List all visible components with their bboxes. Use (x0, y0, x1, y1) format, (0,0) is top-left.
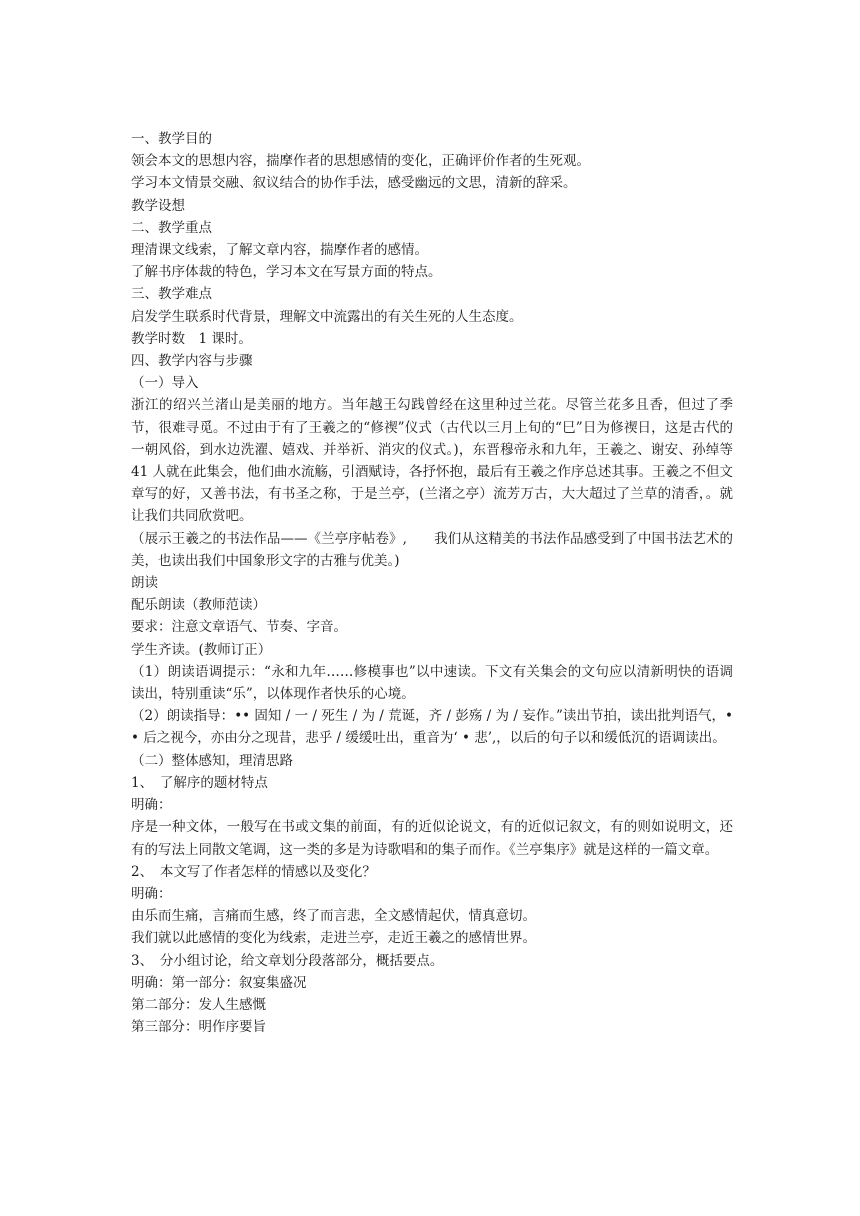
paragraph: 第二部分：发人生感慨 (131, 996, 266, 1013)
heading-teaching-difficulty: 三、教学难点 (131, 286, 212, 303)
paragraph: 要求：注意文章语气、节奏、字音。 (131, 619, 347, 636)
paragraph: 明确： (131, 885, 172, 902)
paragraph-introduction: 浙江的绍兴兰渚山是美丽的地方。当年越王勾践曾经在这里种过兰花。尽管兰花多且香，但过了季节，很难寻觅。不过由于有了王羲之的“修禊”仪式（古代以三月上旬的“巳”日为修禊日，这是古代的一朝风俗，到水边洗濯、嬉戏、并举祈、消灾的仪式。)，东晋穆帝永和九年，王羲之、谢安、孙绰等 41 人就在此集会，他们曲水流觞，引酒赋诗，各抒怀抱，最后有王羲之作序总述其事。王羲之不但文章写的好，又善书法，有书圣之称，于是兰亭，(兰渚之亭）流芳万古，大大超过了兰草的清香，。就让我们共同欣赏吧。 (131, 397, 738, 525)
paragraph: 明确：第一部分：叙宴集盛况 (131, 974, 307, 991)
heading-teaching-focus: 二、教学重点 (131, 219, 212, 236)
paragraph-calligraphy: （展示王羲之的书法作品——《兰亭序帖卷》, 我们从这精美的书法作品感受到了中国书法艺术的美，也读出我们中国象形文字的古雅与优美。) (131, 530, 733, 569)
paragraph: 由乐而生痛，言痛而生感，终了而言悲，全文感情起伏，情真意切。 (131, 908, 536, 925)
subheading-reading: 朗读 (131, 575, 158, 592)
paragraph-reading-tone: （1）朗读语调提示：“永和九年……修模事也”以中速读。下文有关集会的文句应以清新明快的语调读出，特别重读“乐”，以体现作者快乐的心境。 (131, 663, 733, 703)
paragraph: 启发学生联系时代背景，理解文中流露出的有关生死的人生态度。 (131, 308, 523, 325)
list-item: 2、 本文写了作者怎样的情感以及变化？ (131, 863, 376, 880)
paragraph: 我们就以此感情的变化为线索，走进兰亭，走近王羲之的感情世界。 (131, 930, 536, 947)
subheading-introduction: （一）导入 (131, 375, 199, 392)
paragraph: 了解书序体裁的特色，学习本文在写景方面的特点。 (131, 264, 442, 281)
subheading-overall-perception: （二）整体感知，理清思路 (131, 752, 293, 769)
paragraph-reading-guide: （2）朗读指导：•• 固知 / 一 / 死生 / 为 / 荒诞，齐 / 彭殇 / 为 / 妄作。”读出节拍，读出批判语气，•• 后之视今，亦由分之现昔，悲乎 / 缓缓吐出，重音为‘ • 悲’,，以后的句子以和缓低沉的语调读出。 (131, 708, 733, 747)
paragraph: 领会本文的思想内容，揣摩作者的思想感情的变化，正确评价作者的生死观。 (131, 153, 590, 170)
paragraph: 第三部分：明作序要旨 (131, 1019, 266, 1036)
paragraph: 学习本文情景交融、叙议结合的协作手法，感受幽远的文思，清新的辞采。 (131, 175, 577, 192)
paragraph-class-hours: 教学时数 1 课时。 (131, 330, 252, 347)
list-item: 3、 分小组讨论，给文章划分段落部分，概括要点。 (131, 952, 444, 969)
heading-teaching-steps: 四、教学内容与步骤 (131, 353, 253, 370)
document-body (131, 128, 738, 1038)
heading-teaching-design: 教学设想 (131, 197, 185, 214)
paragraph: 明确： (131, 797, 172, 814)
paragraph: 理清课文线索，了解文章内容，揣摩作者的感情。 (131, 242, 428, 259)
paragraph: 学生齐读。(教师订正） (131, 641, 272, 658)
paragraph-preface-genre: 序是一种文体，一般写在书或文集的前面，有的近似论说文，有的近似记叙文，有的则如说明文，还有的写法上同散文笔调，这一类的多是为诗歌唱和的集子而作。《兰亭集序》就是这样的一篇文章。 (131, 819, 733, 858)
list-item: 1、 了解序的题材特点 (131, 774, 268, 791)
paragraph: 配乐朗读（教师范读） (131, 597, 266, 614)
heading-teaching-goals: 一、教学目的 (131, 131, 212, 147)
